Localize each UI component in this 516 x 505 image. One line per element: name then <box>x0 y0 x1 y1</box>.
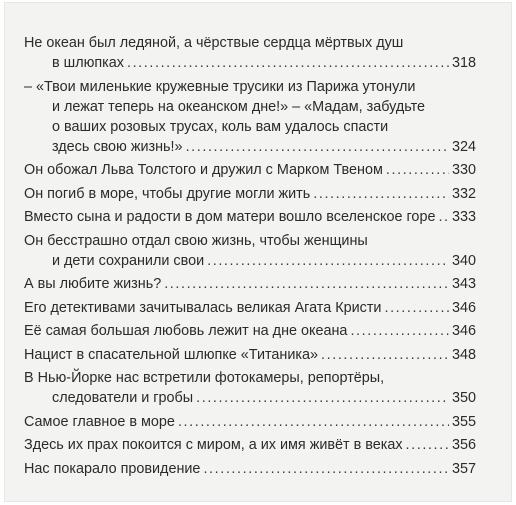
toc-entry <box>24 345 476 365</box>
page-number: 333 <box>451 209 476 225</box>
toc-entry-line: и лежат теперь на океанском дне!» – «Мадам, забудьте <box>52 98 426 115</box>
dot-leader <box>386 160 449 180</box>
page-number: 332 <box>451 185 476 202</box>
toc-entry-line: – «Твои миленькие кружевные трусики из Парижа утонули <box>24 78 416 95</box>
page-number: 340 <box>451 252 476 269</box>
page-number: 355 <box>451 413 476 430</box>
toc-entry-line: Он погиб в море, чтобы другие могли жить <box>24 185 311 202</box>
page-number: 348 <box>451 346 476 363</box>
toc-entry-line: Не океан был ледяной, а чёрствые сердца мёртвых душ <box>24 35 404 51</box>
toc-entry <box>24 184 476 204</box>
page-number: 350 <box>451 390 476 406</box>
toc-entry <box>24 77 476 157</box>
toc-entry <box>24 321 476 341</box>
page-number: 357 <box>451 460 476 477</box>
toc-entry-line: Он бесстрашно отдал свою жизнь, чтобы женщины <box>24 232 368 249</box>
toc-entry-line: Вместо сына и радости в дом матери вошло вселенское горе <box>24 209 436 225</box>
page-number: 318 <box>451 55 476 71</box>
toc-entry-line: и дети сохранили свои <box>52 252 205 269</box>
toc-entry <box>24 207 476 227</box>
dot-leader <box>384 298 449 318</box>
dot-leader <box>321 345 449 365</box>
toc-entry <box>24 412 476 432</box>
dot-leader <box>186 137 449 157</box>
toc-entry-line: следователи и гробы <box>52 390 194 406</box>
toc-entry <box>24 274 476 294</box>
toc-entry-line: Он обожал Льва Толстого и дружил с Марком Твеном <box>24 162 383 178</box>
book-page <box>4 2 512 502</box>
dot-leader <box>127 53 449 73</box>
dot-leader <box>313 184 449 204</box>
dot-leader <box>203 459 449 479</box>
toc-entry-line: Нацист в спасательной шлюпке «Титаника» <box>24 346 319 363</box>
toc-entry <box>24 459 476 479</box>
page-number: 324 <box>451 138 476 155</box>
page-number: 346 <box>451 299 476 316</box>
toc-entry-line: здесь свою жизнь!» <box>52 138 183 155</box>
toc-entry <box>24 298 476 318</box>
page-number: 346 <box>451 323 476 339</box>
toc-entry <box>24 368 476 408</box>
toc-entry-line: Здесь их прах покоится с миром, а их имя живёт в веках <box>24 437 403 453</box>
dot-leader <box>164 274 449 294</box>
toc-entry-line: А вы любите жизнь? <box>24 276 162 292</box>
toc-entry-line: Его детективами зачитывалась великая Агата Кристи <box>24 299 382 316</box>
dot-leader <box>207 251 449 271</box>
toc-entry <box>24 160 476 180</box>
toc-entry-line: Нас покарало провидение <box>24 460 201 477</box>
dot-leader <box>350 321 449 341</box>
toc-entry-line: Самое главное в море <box>24 413 175 430</box>
dot-leader <box>196 388 449 408</box>
toc-entry <box>24 435 476 455</box>
toc-entry-line: о ваших розовых трусах, коль вам удалось спасти <box>52 118 389 135</box>
toc-entry <box>24 33 476 73</box>
toc-entry-line: Её самая большая любовь лежит на дне океана <box>24 323 348 339</box>
page-number: 356 <box>451 437 476 453</box>
toc-entry-line: В Нью-Йорке нас встретили фотокамеры, репортёры, <box>24 370 385 386</box>
toc-entry <box>24 231 476 271</box>
page-number: 330 <box>451 162 476 178</box>
toc-entry-line: в шлюпках <box>52 55 124 71</box>
table-of-contents <box>24 33 476 482</box>
page-number: 343 <box>451 276 476 292</box>
dot-leader <box>406 435 449 455</box>
dot-leader <box>178 412 449 432</box>
dot-leader <box>438 207 449 227</box>
